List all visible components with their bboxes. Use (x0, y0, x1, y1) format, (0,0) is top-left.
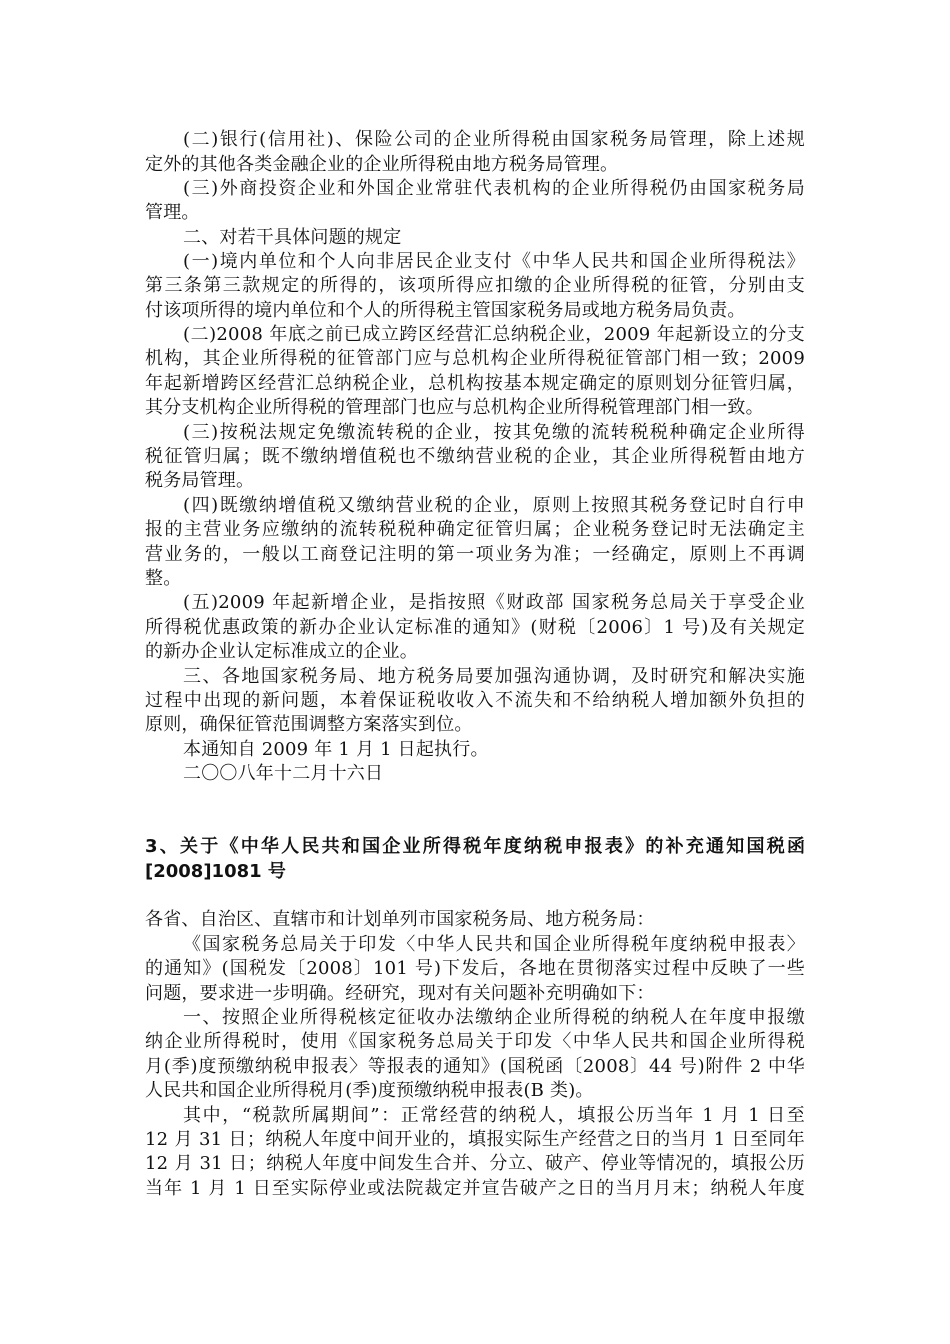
paragraph-line: 税务局管理。 (145, 470, 255, 491)
paragraph-line: 问题，要求进一步明确。经研究，现对有关问题补充明确如下： (145, 983, 655, 1004)
paragraph-line: 其中，“税款所属期间”：正常经营的纳税人，填报公历当年 1 月 1 日至 (183, 1105, 805, 1126)
paragraph-line: 的通知》(国税发〔2008〕101 号)下发后，各地在贯彻落实过程中反映了一些 (145, 958, 805, 979)
paragraph-line: 第三条第三款规定的所得的，该项所得应扣缴的企业所得税的征管，分别由支 (145, 275, 805, 296)
paragraph-line: 月(季)度预缴纳税申报表〉等报表的通知》(国税函〔2008〕44 号)附件 2 中华 (145, 1056, 805, 1077)
section-heading: 二、对若干具体问题的规定 (183, 227, 402, 248)
paragraph-line: (四)既缴纳增值税又缴纳营业税的企业，原则上按照其税务登记时自行申 (183, 495, 805, 516)
paragraph-line: 人民共和国企业所得税月(季)度预缴纳税申报表(B 类)。 (145, 1080, 594, 1101)
paragraph-line: 当年 1 月 1 日至实际停业或法院裁定并宣告破产之日的当月月末；纳税人年度 (145, 1178, 805, 1199)
paragraph-line: 付该项所得的境内单位和个人的所得税主管国家税务局或地方税务局负责。 (145, 300, 746, 321)
paragraph-line: 《国家税务总局关于印发〈中华人民共和国企业所得税年度纳税申报表〉 (183, 934, 805, 955)
paragraph-line: 其分支机构企业所得税的管理部门也应与总机构企业所得税管理部门相一致。 (145, 397, 764, 418)
paragraph-line: 12 月 31 日；纳税人年度中间开业的，填报实际生产经营之日的当月 1 日至同年 (145, 1129, 805, 1150)
paragraph-line: 年起新增跨区经营汇总纳税企业，总机构按基本规定确定的原则划分征管归属， (145, 373, 805, 394)
paragraph-line: (三)按税法规定免缴流转税的企业，按其免缴的流转税税种确定企业所得 (183, 422, 805, 443)
paragraph-line: 原则，确保征管范围调整方案落实到位。 (145, 714, 473, 735)
signature-date: 二〇〇八年十二月十六日 (183, 763, 384, 784)
effective-date-line: 本通知自 2009 年 1 月 1 日起执行。 (183, 739, 489, 760)
paragraph-line: 所得税优惠政策的新办企业认定标准的通知》(财税〔2006〕1 号)及有关规定 (145, 617, 805, 638)
addressee: 各省、自治区、直辖市和计划单列市国家税务局、地方税务局： (145, 909, 655, 930)
paragraph-line: (二)2008 年底之前已成立跨区经营汇总纳税企业，2009 年起新设立的分支 (183, 324, 805, 345)
paragraph-line: (二)银行(信用社)、保险公司的企业所得税由国家税务局管理，除上述规 (183, 129, 805, 150)
section-title-number: [2008]1081 号 (145, 861, 286, 882)
paragraph-line: 管理。 (145, 202, 200, 223)
paragraph-line: (一)境内单位和个人向非居民企业支付《中华人民共和国企业所得税法》 (183, 251, 805, 272)
paragraph-line: 一、按照企业所得税核定征收办法缴纳企业所得税的纳税人在年度申报缴 (183, 1007, 805, 1028)
paragraph-line: 整。 (145, 568, 182, 589)
paragraph-line: (三)外商投资企业和外国企业常驻代表机构的企业所得税仍由国家税务局 (183, 178, 805, 199)
paragraph-line: 税征管归属；既不缴纳增值税也不缴纳营业税的企业，其企业所得税暂由地方 (145, 446, 805, 467)
paragraph-line: 纳企业所得税时，使用《国家税务总局关于印发〈中华人民共和国企业所得税 (145, 1031, 805, 1052)
paragraph-line: 营业务的，一般以工商登记注明的第一项业务为准；一经确定，原则上不再调 (145, 544, 805, 565)
paragraph-line: 三、各地国家税务局、地方税务局要加强沟通协调，及时研究和解决实施 (183, 666, 805, 687)
paragraph-line: (五)2009 年起新增企业，是指按照《财政部 国家税务总局关于享受企业 (183, 592, 805, 613)
paragraph-line: 的新办企业认定标准成立的企业。 (145, 641, 418, 662)
paragraph-line: 机构，其企业所得税的征管部门应与总机构企业所得税征管部门相一致；2009 (145, 348, 805, 369)
paragraph-line: 12 月 31 日；纳税人年度中间发生合并、分立、破产、停业等情况的，填报公历 (145, 1153, 805, 1174)
paragraph-line: 过程中出现的新问题，本着保证税收收入不流失和不给纳税人增加额外负担的 (145, 690, 805, 711)
paragraph-line: 定外的其他各类金融企业的企业所得税由地方税务局管理。 (145, 154, 619, 175)
paragraph-line: 报的主营业务应缴纳的流转税税种确定征管归属；企业税务登记时无法确定主 (145, 519, 805, 540)
section-title: 3、关于《中华人民共和国企业所得税年度纳税申报表》的补充通知国税函 (145, 836, 805, 857)
